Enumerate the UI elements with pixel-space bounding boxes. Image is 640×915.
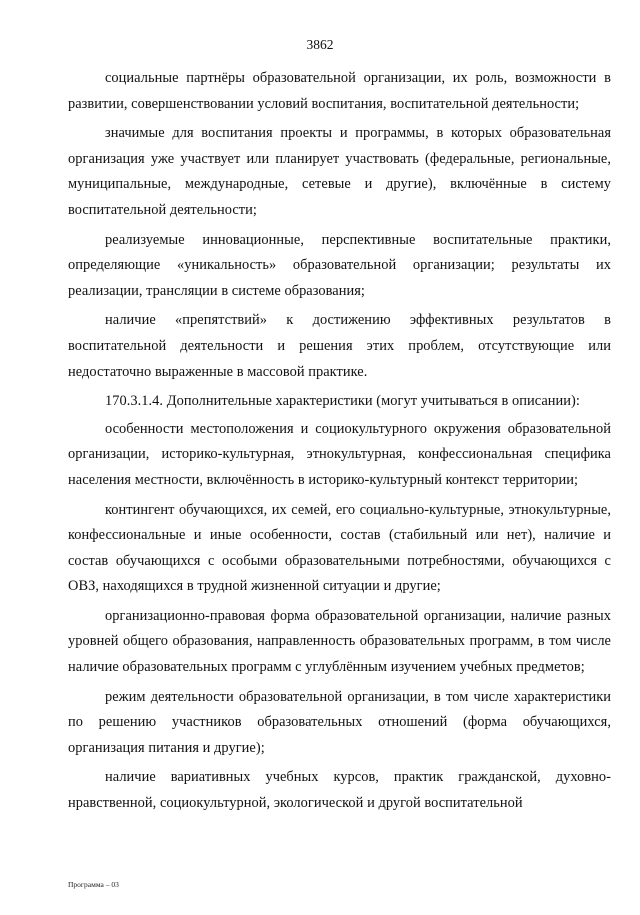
paragraph-innovative-practices: реализуемые инновационные, перспективные воспитательные практики, определяющие «уникальность» образовательной организации; результаты их реализации, трансляции в системе образования; [68, 231, 611, 299]
page-number: 3862 [306, 37, 334, 52]
paragraph-location-features: особенности местоположения и социокультурного окружения образовательной организации, историко-культурная, этнокультурная, конфессиональная специфика населения местности, включённость в историко-культурный контекст территории; [68, 420, 611, 488]
paragraph-contingent: контингент обучающихся, их семей, его социально-культурные, этнокультурные, конфессиональные и иные особенности, состав (стабильный или нет), наличие и состав обучающихся с особыми образовательными потребностями, обучающихся с ОВЗ, находящихся в трудной жизненной ситуации и другие; [68, 501, 611, 595]
paragraph-social-partners: социальные партнёры образовательной организации, их роль, возможности в развитии, совершенствовании условий воспитания, воспитательной деятельности; [68, 70, 611, 112]
paragraph-variable-courses: наличие вариативных учебных курсов, практик гражданской, духовно-нравственной, социокультурной, экологической и другой воспитательной [68, 769, 611, 812]
page-footer: Программа – 03 [68, 880, 119, 889]
document-body [68, 66, 611, 821]
paragraph-projects-programs: значимые для воспитания проекты и программы, в которых образовательная организация уже участвует или планирует участвовать (федеральные, региональные, муниципальные, международные, сетевые и другие), включённые в систему воспитательной деятельности; [68, 125, 611, 218]
section-heading-additional-characteristics: 170.3.1.4. Дополнительные характеристики (могут учитываться в описании): [105, 393, 580, 410]
paragraph-operating-mode: режим деятельности образовательной организации, в том числе характеристики по решению участников образовательных отношений (форма обучающихся, организация питания и другие); [68, 688, 611, 756]
paragraph-legal-form: организационно-правовая форма образовательной организации, наличие разных уровней общего образования, направленность образовательных программ, в том числе наличие образовательных программ с углублённым изучением учебных предметов; [68, 607, 611, 676]
paragraph-obstacles: наличие «препятствий» к достижению эффективных результатов в воспитательной деятельности и решения этих проблем, отсутствующие или недостаточно выраженные в массовой практике. [68, 312, 611, 380]
